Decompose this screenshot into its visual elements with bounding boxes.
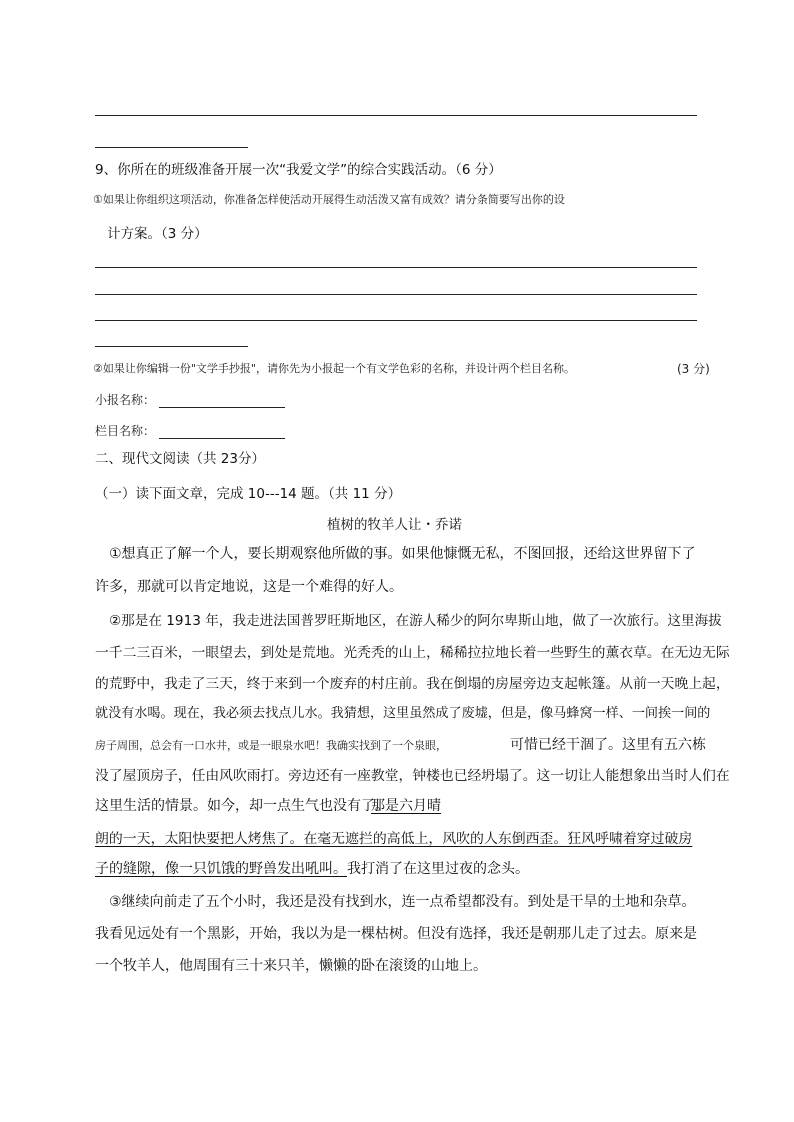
column-name-label: 栏目名称： — [95, 424, 156, 438]
answer-line — [95, 320, 697, 321]
p2-line4: 就没有水喝。现在，我必须去找点儿水。我猜想，这里虽然成了废墟，但是，像马蜂窝一样、一间挨一间的 — [95, 706, 711, 721]
column-name-input[interactable] — [159, 424, 285, 439]
p2-line7b-underlined: 那是六月晴 — [371, 798, 441, 814]
p2-line5b: 可惜已经干涸了。这里有五六栋 — [510, 737, 706, 753]
answer-line — [95, 267, 697, 268]
q9-sub1-line1: ①如果让你组织这项活动，你准备怎样使活动开展得生动活泼又富有成效？请分条简要写出你的设 — [93, 193, 565, 206]
p3-line1: ③继续向前走了五个小时，我还是没有找到水，连一点希望都没有。到处是干旱的土地和杂草。 — [109, 894, 696, 910]
section2-title: 二、现代文阅读（共 23分） — [95, 451, 265, 467]
answer-line — [95, 115, 697, 116]
paper-name-row — [95, 391, 285, 408]
p2-line9 — [95, 858, 529, 878]
p2-line2: 一千二三百米，一眼望去，到处是荒地。光秃秃的山上，稀稀拉拉地长着一些野生的薰衣草。在无边无际 — [95, 645, 730, 661]
p2-line5a: 房子周围，总会有一口水井，或是一眼泉水吧！我确实找到了一个泉眼， — [95, 739, 447, 752]
p3-line2: 我看见远处有一个黑影，开始，我以为是一棵枯树。但没有选择，我还是朝那儿走了过去。原来是 — [95, 926, 697, 942]
column-name-row — [95, 422, 285, 439]
paper-name-input[interactable] — [159, 393, 285, 408]
p2-line9b: 我打消了在这里过夜的念头。 — [347, 861, 529, 877]
p2-line9a-underlined: 子的缝隙，像一只饥饿的野兽发出吼叫。 — [95, 861, 347, 877]
p2-line8-underlined: 朗的一天，太阳快要把人烤焦了。在毫无遮拦的高低上，风吹的人东倒西歪。狂风呼啸着穿过破房 — [95, 831, 693, 847]
p2-line3: 的荒野中，我走了三天，终于来到一个废弃的村庄前。我在倒塌的房屋旁边支起帐篷。从前一天晚上起， — [95, 676, 730, 692]
p2-line6: 没了屋顶房子，任由风吹雨打。旁边还有一座教堂，钟楼也已经坍塌了。这一切让人能想象出当时人们在 — [95, 768, 730, 784]
paper-name-label: 小报名称： — [95, 393, 156, 407]
answer-line — [95, 147, 248, 148]
p2-line1: ②那是在 1913 年，我走进法国普罗旺斯地区，在游人稀少的阿尔卑斯山地，做了一次旅行。这里海拔 — [109, 613, 722, 629]
p1-line1: ①想真正了解一个人，要长期观察他所做的事。如果他慷慨无私，不图回报，还给这世界留下了 — [109, 546, 696, 562]
answer-line — [95, 346, 248, 347]
p2-line7a: 这里生活的情景。如今，却一点生气也没有了。 — [95, 798, 389, 814]
p1-line2: 许多，那就可以肯定地说，这是一个难得的好人。 — [95, 579, 403, 595]
q9-sub2-score: (3 分) — [677, 362, 710, 376]
q9-sub2: ②如果让你编辑一份"文学手抄报"，请你先为小报起一个有文学色彩的名称，并设计两个栏目名称。 — [93, 362, 575, 375]
answer-line — [95, 294, 697, 295]
q9-title: 9、你所在的班级准备开展一次“我爱文学”的综合实践活动。（6 分） — [95, 162, 502, 178]
q9-sub1-line2: 计方案。（3 分） — [107, 226, 208, 242]
article-title: 植树的牧羊人让・乔诺 — [327, 517, 462, 533]
section2-part1: （一）读下面文章，完成 10---14 题。（共 11 分） — [95, 486, 402, 502]
p3-line3: 一个牧羊人，他周围有三十来只羊，懒懒的卧在滚烫的山地上。 — [95, 958, 487, 974]
